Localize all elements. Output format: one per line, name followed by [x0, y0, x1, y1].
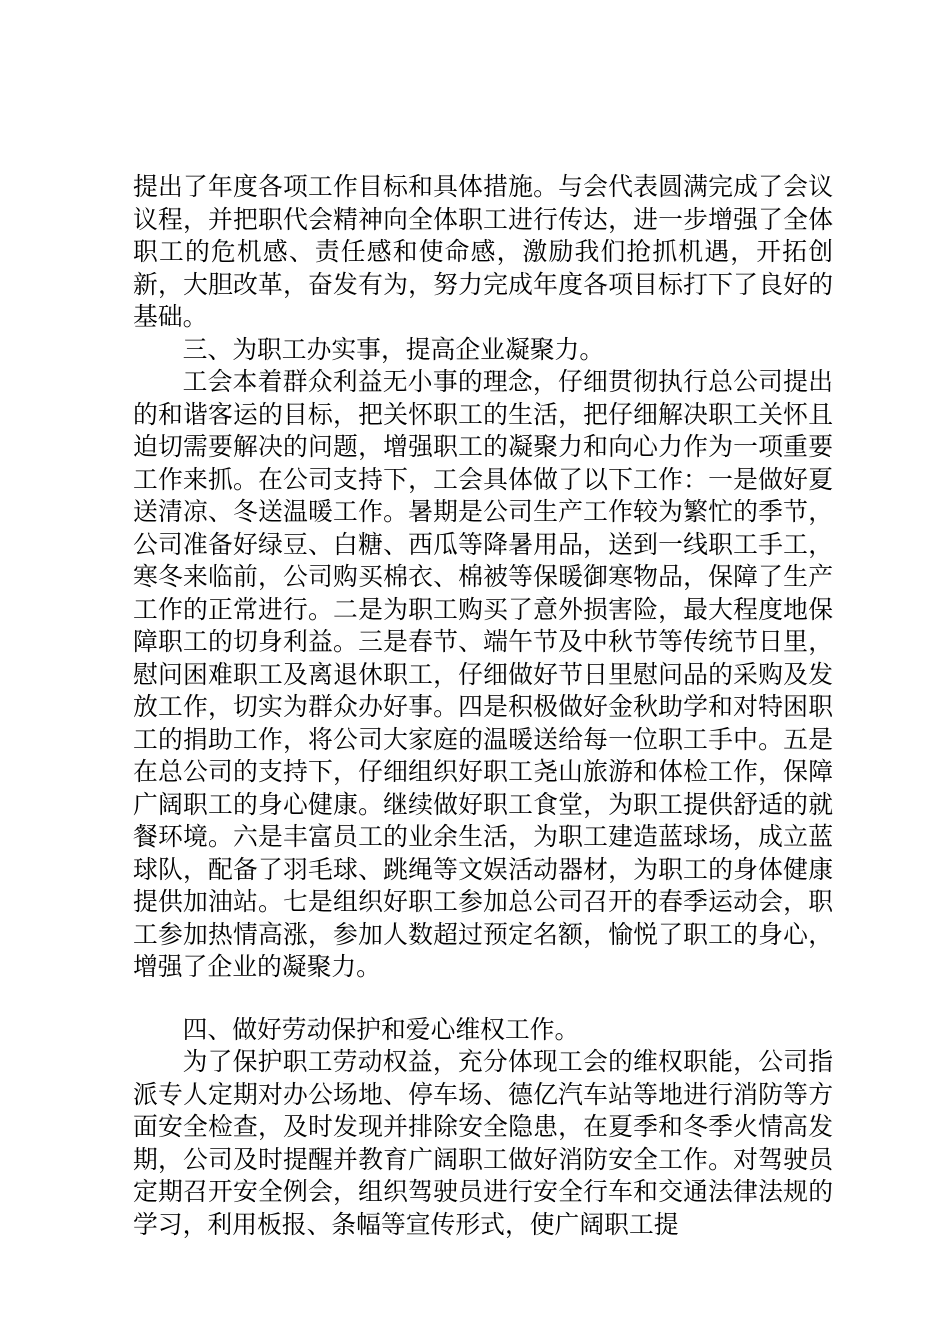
- document-page: [133, 171, 833, 1241]
- paragraph-section-3-body: 工会本着群众利益无小事的理念，仔细贯彻执行总公司提出的和谐客运的目标，把关怀职工的生活，把仔细解决职工关怀且迫切需要解决的问题，增强职工的凝聚力和向心力作为一项重要工作来抓。在公司支持下，工会具体做了以下工作：一是做好夏送清凉、冬送温暖工作。暑期是公司生产工作较为繁忙的季节，公司准备好绿豆、白糖、西瓜等降暑用品，送到一线职工手工，寒冬来临前，公司购买棉衣、棉被等保暖御寒物品，保障了生产工作的正常进行。二是为职工购买了意外损害险，最大程度地保障职工的切身利益。三是春节、端午节及中秋节等传统节日里，慰问困难职工及离退休职工，仔细做好节日里慰问品的采购及发放工作，切实为群众办好事。四是积极做好金秋助学和对特困职工的捐助工作，将公司大家庭的温暖送给每一位职工手中。五是在总公司的支持下，仔细组织好职工尧山旅游和体检工作，保障广阔职工的身心健康。继续做好职工食堂，为职工提供舒适的就餐环境。六是丰富员工的业余生活，为职工建造蓝球场，成立蓝球队，配备了羽毛球、跳绳等文娱活动器材，为职工的身体健康提供加油站。七是组织好职工参加总公司召开的春季运动会，职工参加热情高涨，参加人数超过预定名额，愉悦了职工的身心，增强了企业的凝聚力。: [133, 367, 833, 981]
- section-heading-4: 四、做好劳动保护和爱心维权工作。: [182, 1014, 580, 1044]
- paragraph-continuation: 提出了年度各项工作目标和具体措施。与会代表圆满完成了会议议程，并把职代会精神向全体职工进行传达，进一步增强了全体职工的危机感、责任感和使命感，激励我们抢抓机遇，开拓创新，大胆改革，奋发有为，努力完成年度各项目标打下了良好的基础。: [133, 172, 833, 331]
- paragraph-section-4-body: 为了保护职工劳动权益，充分体现工会的维权职能，公司指派专人定期对办公场地、停车场、德亿汽车站等地进行消防等方面安全检查，及时发现并排除安全隐患，在夏季和冬季火情高发期，公司及时提醒并教育广阔职工做好消防安全工作。对驾驶员定期召开安全例会，组织驾驶员进行安全行车和交通法律法规的学习，利用板报、条幅等宣传形式，使广阔职工提: [133, 1047, 833, 1239]
- section-heading-3: 三、为职工办实事，提高企业凝聚力。: [182, 334, 605, 364]
